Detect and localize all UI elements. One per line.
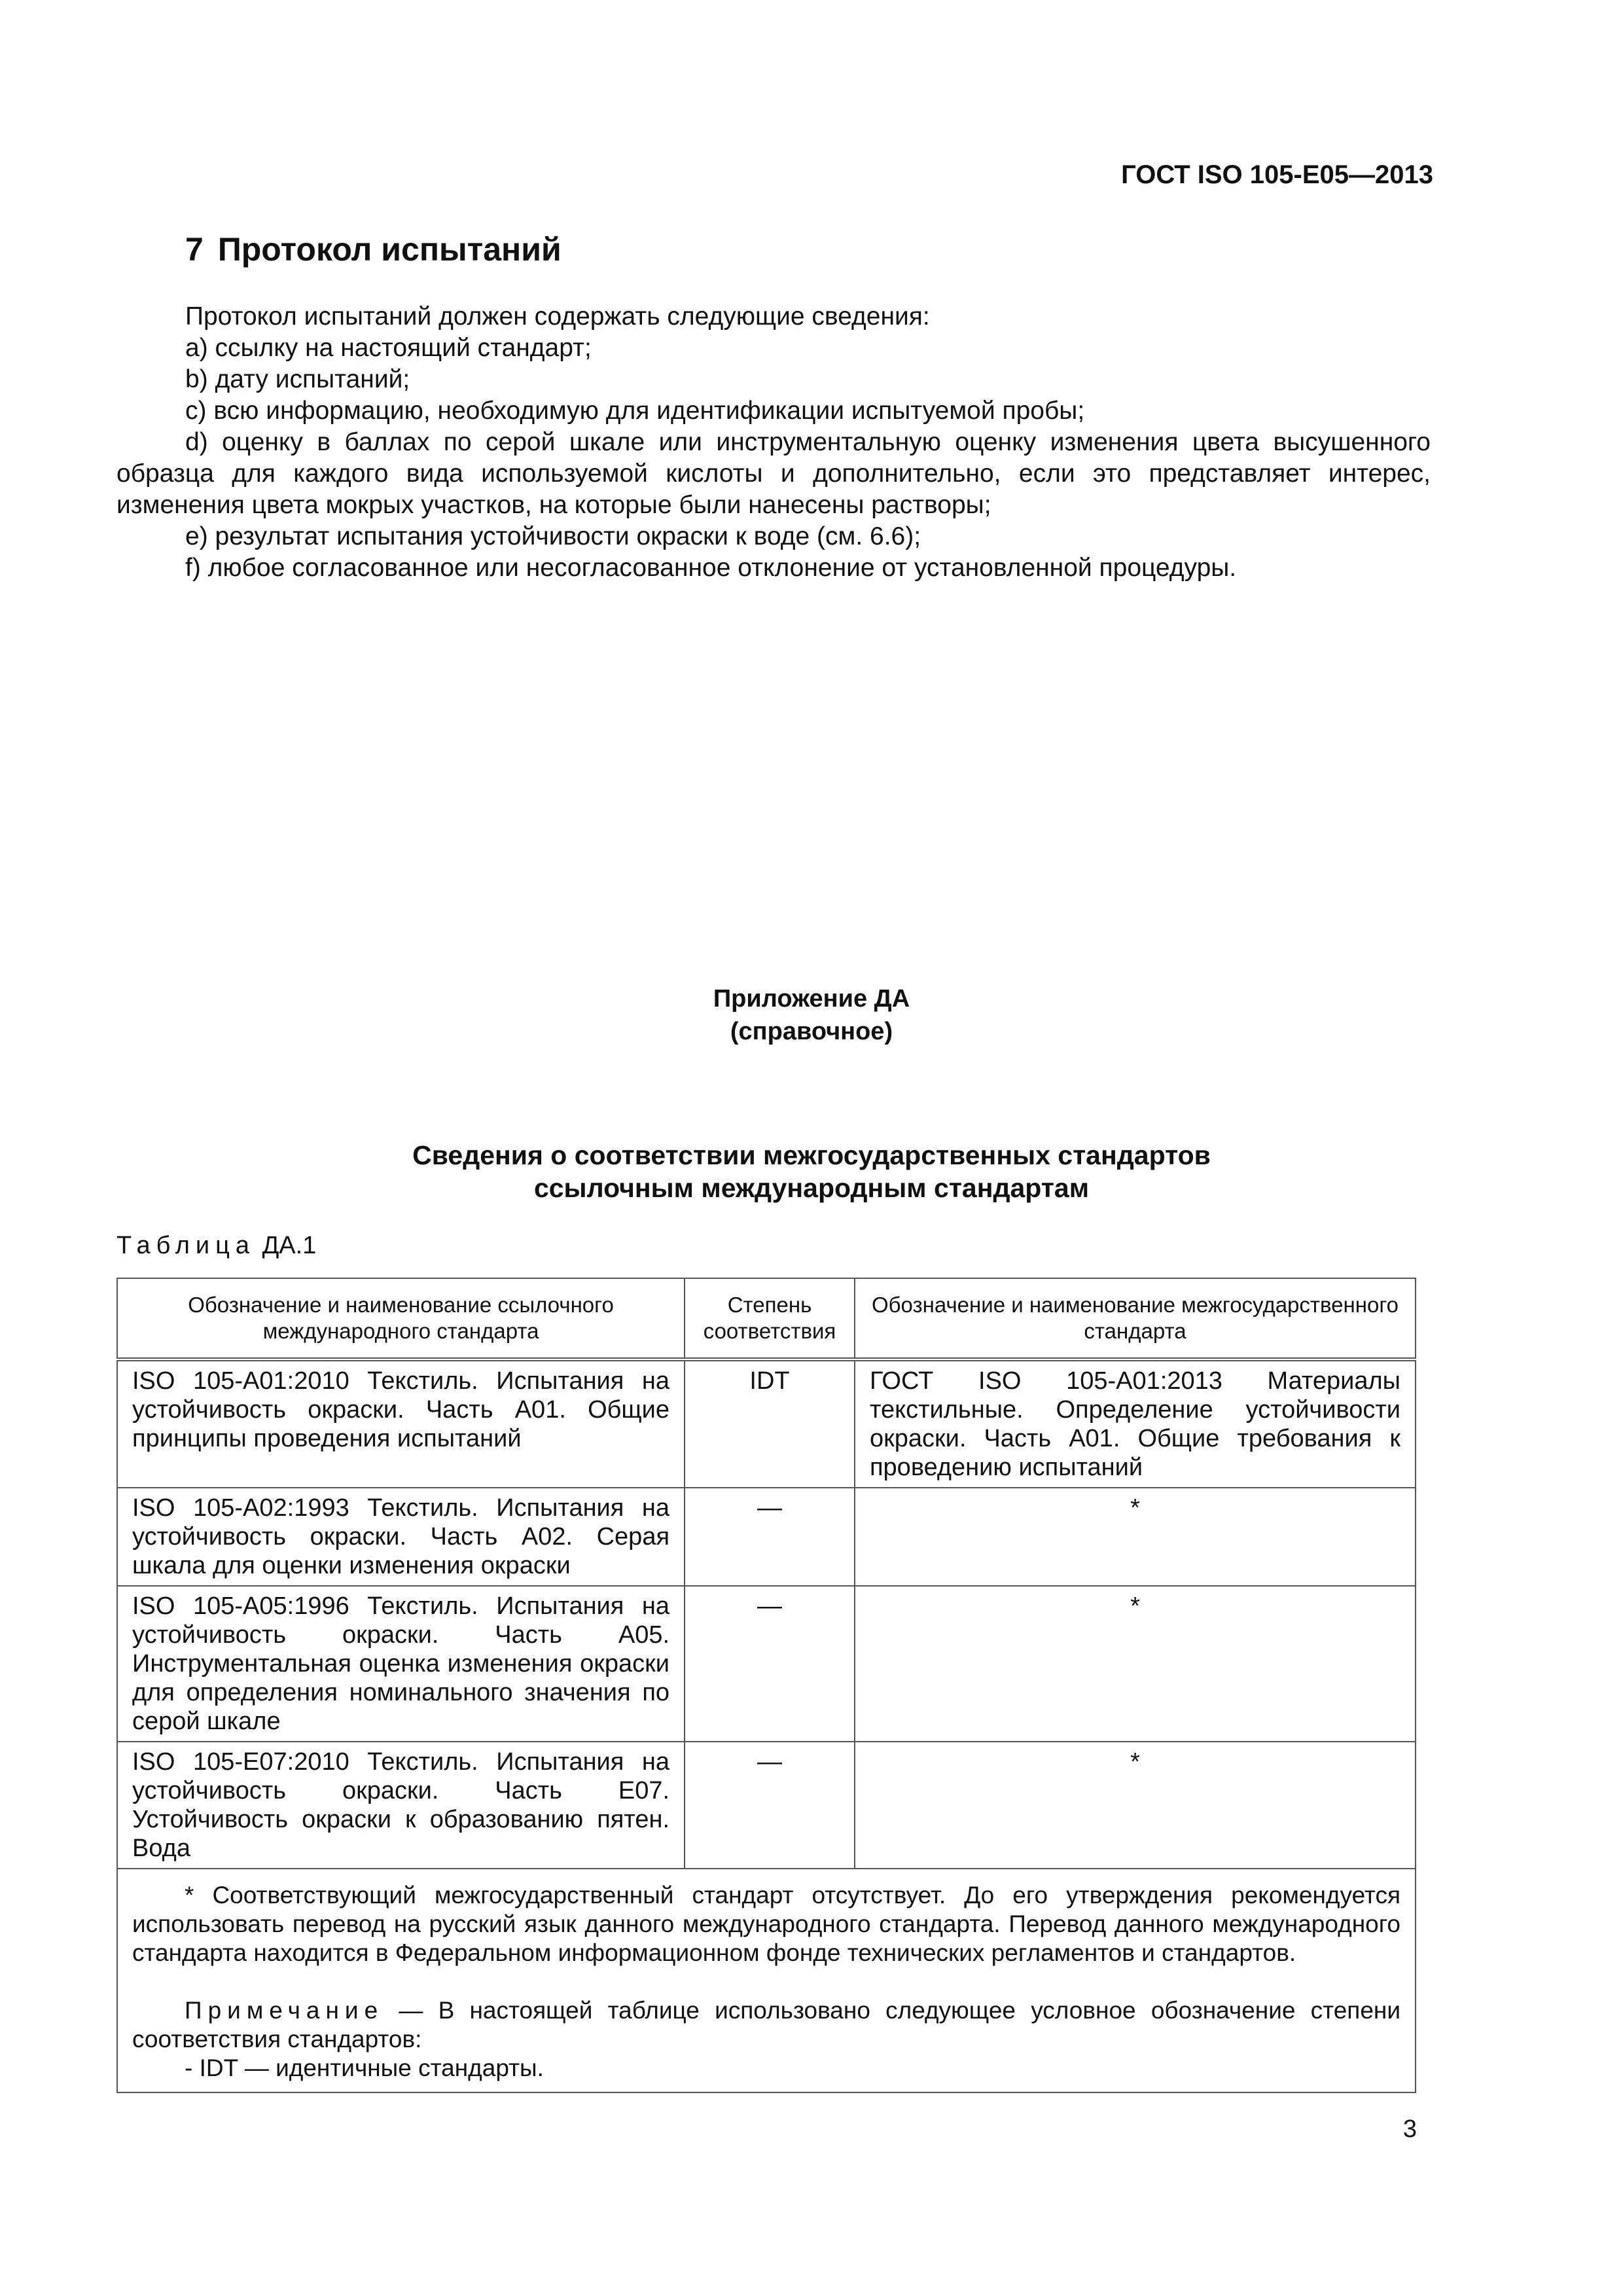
interstate-standard-cell: * [855, 1488, 1416, 1586]
note-text: — В настоящей таблице использовано следующее условное обозначение степени соответствия стандартов: [132, 1997, 1400, 2053]
list-item: a) ссылку на настоящий стандарт; [185, 334, 592, 362]
list-item: e) результат испытания устойчивости окраски к воде (см. 6.6); [185, 522, 921, 550]
list-item: f) любое согласованное или несогласованное отклонение от установленной процедуры. [185, 554, 1237, 582]
table-footnote: * Соответствующий межгосударственный стандарт отсутствует. До его утверждения рекомендуется использовать перевод на русский язык данного международного стандарта. Перевод данного международного стандарта находится в Федеральном информационном фонде технических регламентов и стандартов. [132, 1882, 1400, 1966]
document-code: ГОСТ ISO 105-E05—2013 [1121, 160, 1433, 189]
section-title [185, 230, 562, 268]
table-note [132, 1996, 1400, 2054]
section-intro: Протокол испытаний должен содержать следующие сведения: [185, 302, 930, 331]
table-row [117, 1586, 1416, 1742]
section-body [116, 301, 1431, 584]
appendix-title: Приложение ДА [713, 985, 910, 1013]
degree-cell: — [685, 1742, 855, 1869]
international-standard-cell: ISO 105-E07:2010 Текстиль. Испытания на устойчивость окраски. Часть E07. Устойчивость окраски к образованию пятен. Вода [117, 1742, 685, 1869]
degree-cell: IDT [685, 1359, 855, 1488]
table-row [117, 1488, 1416, 1586]
table-footnote-row [117, 1869, 1416, 2092]
correspondence-table [116, 1278, 1416, 2093]
table-footnote-cell [117, 1869, 1416, 2092]
note-label: Примечание [185, 1997, 384, 2024]
table-label-word: Таблица [116, 1232, 255, 1259]
appendix-kind: (справочное) [730, 1018, 893, 1045]
interstate-standard-cell: * [855, 1742, 1416, 1869]
interstate-standard-cell: * [855, 1586, 1416, 1742]
section-number: 7 [185, 231, 204, 268]
column-header-degree: Степень соответствия [685, 1278, 855, 1359]
table-header-row [117, 1278, 1416, 1359]
page-number: 3 [1402, 2115, 1417, 2143]
list-item: c) всю информацию, необходимую для идентификации испытуемой пробы; [185, 397, 1085, 425]
appendix-heading-line: Сведения о соответствии межгосударственных стандартов [412, 1140, 1211, 1170]
list-item: b) дату испытаний; [185, 365, 410, 393]
table-label [116, 1232, 316, 1260]
international-standard-cell: ISO 105-A05:1996 Текстиль. Испытания на устойчивость окраски. Часть A05. Инструментальная оценка изменения окраски для определения номинального значения по серой шкале [117, 1586, 685, 1742]
appendix-heading-line: ссылочным международным стандартам [533, 1173, 1090, 1203]
table-row [117, 1742, 1416, 1869]
note-item: - IDT — идентичные стандарты. [185, 2054, 544, 2081]
international-standard-cell: ISO 105-A01:2010 Текстиль. Испытания на устойчивость окраски. Часть A01. Общие принципы проведения испытаний [117, 1359, 685, 1488]
section-title-text: Протокол испытаний [217, 231, 562, 268]
degree-cell: — [685, 1488, 855, 1586]
international-standard-cell: ISO 105-A02:1993 Текстиль. Испытания на устойчивость окраски. Часть A02. Серая шкала для оценки изменения окраски [117, 1488, 685, 1586]
table-row [117, 1359, 1416, 1488]
column-header-interstate: Обозначение и наименование межгосударственного стандарта [855, 1278, 1416, 1359]
appendix-heading [0, 1139, 1623, 1204]
interstate-standard-cell: ГОСТ ISO 105-A01:2013 Материалы текстильные. Определение устойчивости окраски. Часть A01. Общие требования к проведению испытаний [855, 1359, 1416, 1488]
table-label-number: ДА.1 [262, 1232, 317, 1259]
degree-cell: — [685, 1586, 855, 1742]
column-header-international: Обозначение и наименование ссылочного международного стандарта [117, 1278, 685, 1359]
list-item: d) оценку в баллах по серой шкале или инструментальную оценку изменения цвета высушенного образца для каждого вида используемой кислоты и дополнительно, если это представляет интерес, изменения цвета мокрых участков, на которые были нанесены растворы; [116, 428, 1431, 519]
